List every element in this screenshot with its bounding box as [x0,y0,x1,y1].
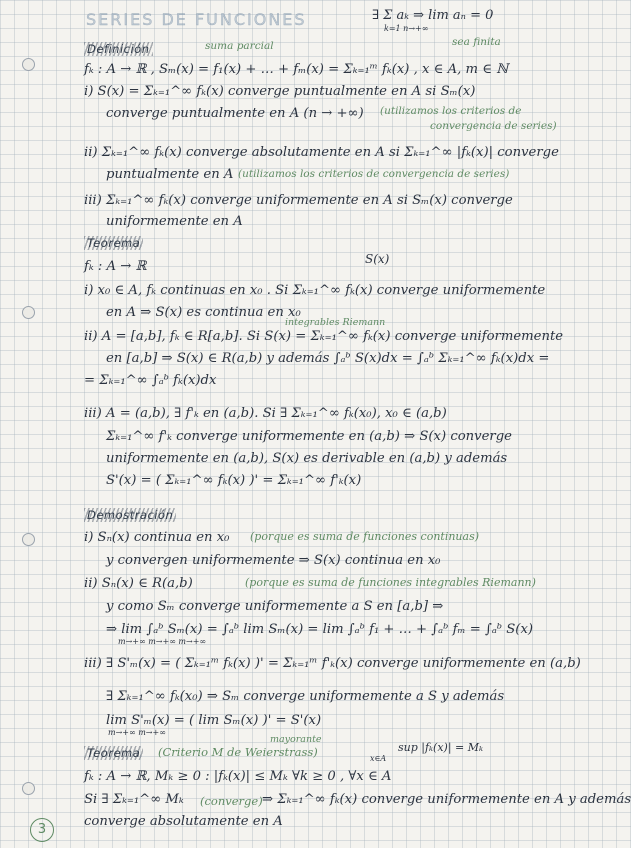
binder-hole-icon [22,782,35,795]
sum-function-label: S(x) [365,252,390,266]
limit-condition-subscript: k=1 n→+∞ [384,24,429,33]
proof-continuity-note: (porque es suma de funciones continuas) [250,530,480,543]
proof-derivative-line-1: iii) ∃ S'ₘ(x) = ( Σₖ₌₁ᵐ fₖ(x) )' = Σₖ₌₁ᵐ f'ₖ(x) converge uniformemente en (a,b) [84,656,581,671]
majorant-note: mayorante [270,734,322,745]
page-number: 3 [30,818,54,842]
proof-continuity-line-1: i) Sₙ(x) continua en x₀ [84,530,230,545]
heading-text: Definición [84,42,153,56]
integration-theorem-line-3: = Σₖ₌₁^∞ ∫ₐᵇ fₖ(x)dx [84,373,217,388]
proof-derivative-line-2: ∃ Σₖ₌₁^∞ fₖ(x₀) ⇒ Sₘ converge uniformemente a S y además [106,689,505,704]
limit-condition-formula: ∃ Σ aₖ ⇒ lim aₙ = 0 [372,8,494,23]
weierstrass-conclusion-start: Si ∃ Σₖ₌₁^∞ Mₖ [84,792,184,807]
supremum-subscript: x∈A [370,754,387,763]
pointwise-convergence-line-2: converge puntualmente en A (n → +∞) [106,106,364,121]
uniform-convergence-line-1: iii) Σₖ₌₁^∞ fₖ(x) converge uniformemente en A si Sₘ(x) converge [84,193,513,208]
weierstrass-absolute-convergence: converge absolutamente en A [84,814,283,829]
proof-integration-line-3: ⇒ lim ∫ₐᵇ Sₘ(x) = ∫ₐᵇ lim Sₘ(x) = lim ∫ₐᵇ f₁ + … + ∫ₐᵇ fₘ = ∫ₐᵇ S(x) [106,622,534,637]
partial-sum-definition: fₖ : A → ℝ , Sₘ(x) = f₁(x) + … + fₘ(x) = Σₖ₌₁ᵐ fₖ(x) , x ∈ A, m ∈ ℕ [84,62,509,77]
section-heading-weierstrass [84,746,143,760]
integration-theorem-line-2: en [a,b] ⇒ S(x) ∈ R(a,b) y además ∫ₐᵇ S(x)dx = ∫ₐᵇ Σₖ₌₁^∞ fₖ(x)dx = [106,351,550,366]
weierstrass-criterion-note: (Criterio M de Weierstrass) [158,745,318,759]
pointwise-convergence-line-1: i) S(x) = Σₖ₌₁^∞ fₖ(x) converge puntualmente en A si Sₘ(x) [84,84,476,99]
binder-hole-icon [22,533,35,546]
uniform-convergence-line-2: uniformemente en A [106,214,243,229]
series-criteria-note-1: (utilizamos los criterios de [380,105,522,117]
proof-integration-note: (porque es suma de funciones integrables Riemann) [245,576,536,589]
section-heading-proof [84,508,176,522]
section-heading-theorem [84,236,143,250]
absolute-convergence-note: (utilizamos los criterios de convergencia de series) [238,168,510,180]
partial-sum-note: suma parcial [205,40,274,52]
proof-derivative-limit-subscripts: m→+∞ m→+∞ [108,728,166,737]
integration-theorem-line-1: ii) A = [a,b], fₖ ∈ R[a,b]. Si S(x) = Σₖ₌₁^∞ fₖ(x) converge uniformemente [84,329,564,344]
proof-derivative-line-3: lim S'ₘ(x) = ( lim Sₘ(x) )' = S'(x) [106,713,322,728]
riemann-integrable-note: integrables Riemann [285,317,386,328]
section-heading-definition [84,42,153,56]
page-title: SERIES DE FUNCIONES [86,10,307,29]
supremum-definition: sup |fₖ(x)| = Mₖ [398,741,484,754]
proof-integration-limit-subscripts: m→+∞ m→+∞ m→+∞ [118,637,207,646]
proof-integration-line-2: y como Sₘ converge uniformemente a S en [a,b] ⇒ [106,599,444,614]
heading-text: Teorema [84,746,143,760]
heading-text: Demostración [84,508,176,522]
differentiation-theorem-line-2: Σₖ₌₁^∞ f'ₖ converge uniformemente en (a,b) ⇒ S(x) converge [106,429,512,444]
differentiation-theorem-line-3: uniformemente en (a,b), S(x) es derivable en (a,b) y además [106,451,508,466]
differentiation-theorem-line-4: S'(x) = ( Σₖ₌₁^∞ fₖ(x) )' = Σₖ₌₁^∞ f'ₖ(x) [106,473,362,488]
theorem-function-domain: fₖ : A → ℝ [84,259,147,274]
heading-text: Teorema [84,236,143,250]
weierstrass-converge-note: (converge) [200,794,263,808]
binder-hole-icon [22,306,35,319]
weierstrass-conclusion-end: ⇒ Σₖ₌₁^∞ fₖ(x) converge uniformemente en A y además [262,792,631,807]
absolute-convergence-line-2: puntualmente en A [106,167,234,182]
weierstrass-hypothesis: fₖ : A → ℝ, Mₖ ≥ 0 : |fₖ(x)| ≤ Mₖ ∀k ≥ 0 , ∀x ∈ A [84,769,392,784]
absolute-convergence-line-1: ii) Σₖ₌₁^∞ fₖ(x) converge absolutamente en A si Σₖ₌₁^∞ |fₖ(x)| converge [84,145,559,160]
differentiation-theorem-line-1: iii) A = (a,b), ∃ f'ₖ en (a,b). Si ∃ Σₖ₌₁^∞ fₖ(x₀), x₀ ∈ (a,b) [84,406,447,421]
proof-integration-line-1: ii) Sₙ(x) ∈ R(a,b) [84,576,193,591]
continuity-theorem-line-2: en A ⇒ S(x) es continua en x₀ [106,305,301,320]
proof-continuity-line-2: y convergen uniformemente ⇒ S(x) continua en x₀ [106,553,441,568]
series-criteria-note-2: convergencia de series) [430,120,557,132]
binder-hole-icon [22,58,35,71]
continuity-theorem-line-1: i) x₀ ∈ A, fₖ continuas en x₀ . Si Σₖ₌₁^∞ fₖ(x) converge uniformemente [84,283,546,298]
limit-condition-remark: sea finita [452,36,501,48]
